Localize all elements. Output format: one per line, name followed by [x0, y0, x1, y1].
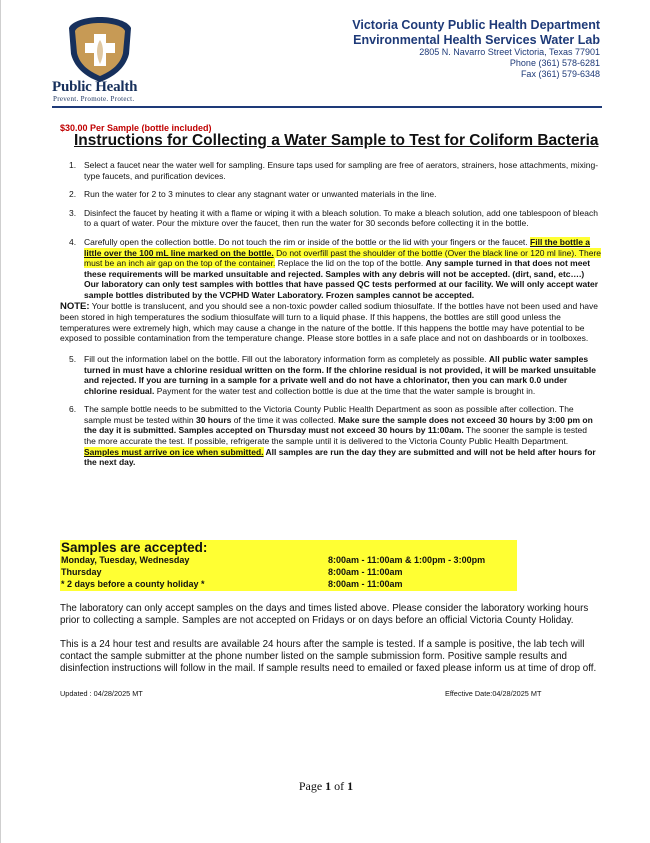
- step-text: of the time it was collected.: [231, 414, 339, 425]
- schedule-times: 8:00am - 11:00am: [328, 579, 403, 589]
- page-of: of: [331, 779, 348, 793]
- step-text: Carefully open the collection bottle. Do not touch the rim or inside of the bottle or the lid with your fingers or the faucet.: [84, 236, 531, 247]
- step-text: The sample bottle needs to be submitted to the Victoria County Public Health Department as soon as possible after collection. The sample must be tested within: [84, 404, 574, 425]
- schedule-row: [60, 555, 517, 567]
- same-day-note: All samples are run the day they are submitted and will not be held after hours for the next day.: [84, 446, 596, 468]
- effective-date: Effective Date:04/28/2025 MT: [445, 689, 542, 698]
- step-text: Select a faucet near the water well for sampling. Ensure taps used for sampling are free of aerators, strainers, hose attachments, mixing-type faucets, and purification devices.: [84, 160, 599, 181]
- lab-name: Environmental Health Services Water Lab: [353, 33, 600, 47]
- step-4: [60, 237, 601, 301]
- fill-line-highlight: Fill the bottle a little over the 100 mL line marked on the bottle.: [84, 236, 591, 258]
- step-text: Payment for the water test and collection bottle is due at the time that the water sample is brought in.: [154, 385, 536, 396]
- step-text: The sooner the sample is tested the more accurate the test. If possible, refrigerate the sample until it is delivered to the Victoria County Public Health Department.: [84, 425, 587, 447]
- step-number: 3.: [69, 207, 77, 218]
- fax: Fax (361) 579-6348: [520, 69, 600, 79]
- schedule-days: Monday, Tuesday, Wednesday: [61, 555, 190, 565]
- note-text: Your bottle is translucent, and you should see a non-toxic powder called sodium thiosulfate. If the bottles have not been used and have been stored in high temperatures the sodium thiosulfate will turn to a liquid phase. If this happens, the bottles are still good unless the temperatures were extremely high, which may cause a change in the nature of the bottle. If this happens the bottle may have potential to be exposed to possible contamination from the temperature change. Please store bottles in a safe place and not on dashboards or in toolboxes.: [60, 300, 599, 344]
- instruction-list: [60, 160, 601, 301]
- price-note: $30.00 Per Sample (bottle included): [60, 123, 212, 133]
- header-divider: [52, 106, 602, 108]
- step-3: [60, 208, 601, 229]
- step-text: Run the water for 2 to 3 minutes to clear any stagnant water or unwanted materials in the line.: [84, 189, 437, 200]
- shield-cross-logo-icon: [65, 14, 135, 84]
- step-number: 5.: [69, 353, 77, 364]
- phone: Phone (361) 578-6281: [509, 58, 600, 68]
- rejection-criteria: Any sample turned in that does not meet these requirements will be marked unsuitable and rejected. Samples with any debris will not be accepted. (dirt, sand, etc….) Our laboratory can only test samples with bottles that have passed QC tests performed at our facility. We will only accept water sample bottles distributed by the VCPHD Water Laboratory. Frozen samples cannot be accepted.: [84, 258, 599, 300]
- schedule-times: 8:00am - 11:00am & 1:00pm - 3:00pm: [328, 555, 486, 565]
- page-label: Page: [298, 779, 326, 793]
- note-label: NOTE:: [60, 300, 90, 312]
- logo-wordmark: Public Health: [52, 79, 138, 95]
- step-number: 6.: [69, 404, 77, 415]
- step-6: [60, 404, 601, 468]
- schedule-row: [60, 567, 517, 579]
- step-text: Replace the lid on the top of the bottle.: [275, 258, 426, 269]
- schedule-days: Thursday: [61, 567, 102, 577]
- note-paragraph: [60, 301, 601, 344]
- instructions-body: [60, 160, 601, 476]
- schedule-days: * 2 days before a county holiday *: [61, 579, 205, 589]
- step-text: Fill out the information label on the bottle. Fill out the laboratory information form as completely as possible.: [84, 353, 489, 364]
- schedule-box: [60, 540, 517, 591]
- letterhead: [352, 18, 600, 80]
- page-title: Instructions for Collecting a Water Sample to Test for Coliform Bacteria: [74, 132, 599, 149]
- schedule-row: [60, 579, 517, 591]
- acceptance-paragraph: The laboratory can only accept samples on the days and times listed above. Please consider the laboratory working hours prior to collecting a sample. Samples are not accepted on Fridays or on days before an official Victoria County Holiday.: [60, 603, 589, 626]
- overfill-warning-highlight: Do not overfill past the shoulder of the bottle (Over the black line or 120 ml line). There must be an inch air gap on the top of the container.: [84, 247, 601, 269]
- instruction-list-continued: [60, 354, 601, 468]
- updated-date: Updated : 04/28/2025 MT: [60, 689, 143, 698]
- step-text: Disinfect the faucet by heating it with a flame or wiping it with a bleach solution. To make a bleach solution, add one tablespoon of bleach to a quart of water. Pour the mixture over the faucet, then run the water for 30 seconds before collecting it in the bottle.: [84, 207, 598, 229]
- page-total: 1: [347, 779, 354, 793]
- schedule-times: 8:00am - 11:00am: [328, 567, 403, 577]
- department-name: Victoria County Public Health Department: [352, 18, 600, 32]
- page-current: 1: [325, 779, 332, 793]
- ice-requirement-highlight: Samples must arrive on ice when submitted.: [84, 446, 264, 457]
- address: 2805 N. Navarro Street Victoria, Texas 77901: [419, 47, 600, 57]
- step-number: 4.: [69, 236, 77, 247]
- results-paragraph: This is a 24 hour test and results are available 24 hours after the sample is tested. If a sample is positive, the lab tech will contact the sample submitter at the phone number listed on the sample submission form. Positive sample results and disinfection instructions will follow in the mail. If sample results need to emailed or faxed please inform us at time of drop off.: [60, 639, 597, 674]
- page-number: [1, 779, 650, 794]
- step-5: [60, 354, 601, 396]
- hours-limit: 30 hours: [195, 414, 232, 425]
- chlorine-requirement: All public water samples turned in must have a chlorine residual written on the form. If the chlorine residual is not provided, it will be marked unsuitable and rejected. If you are turning in a sample for a private well and do not have a chlorinator, then you can mark 0.0 under chlorine residual.: [84, 353, 596, 396]
- logo-tagline: Prevent. Promote. Protect.: [53, 95, 135, 103]
- step-1: [60, 160, 601, 181]
- step-2: [60, 189, 601, 200]
- step-number: 2.: [69, 189, 77, 200]
- schedule-heading: Samples are accepted:: [61, 540, 208, 555]
- timing-requirement: Make sure the sample does not exceed 30 hours by 3:00 pm on the day it is submitted. Samples accepted on Thursday must not exceed 30 hours by 11:00am.: [84, 414, 593, 436]
- step-number: 1.: [69, 160, 77, 170]
